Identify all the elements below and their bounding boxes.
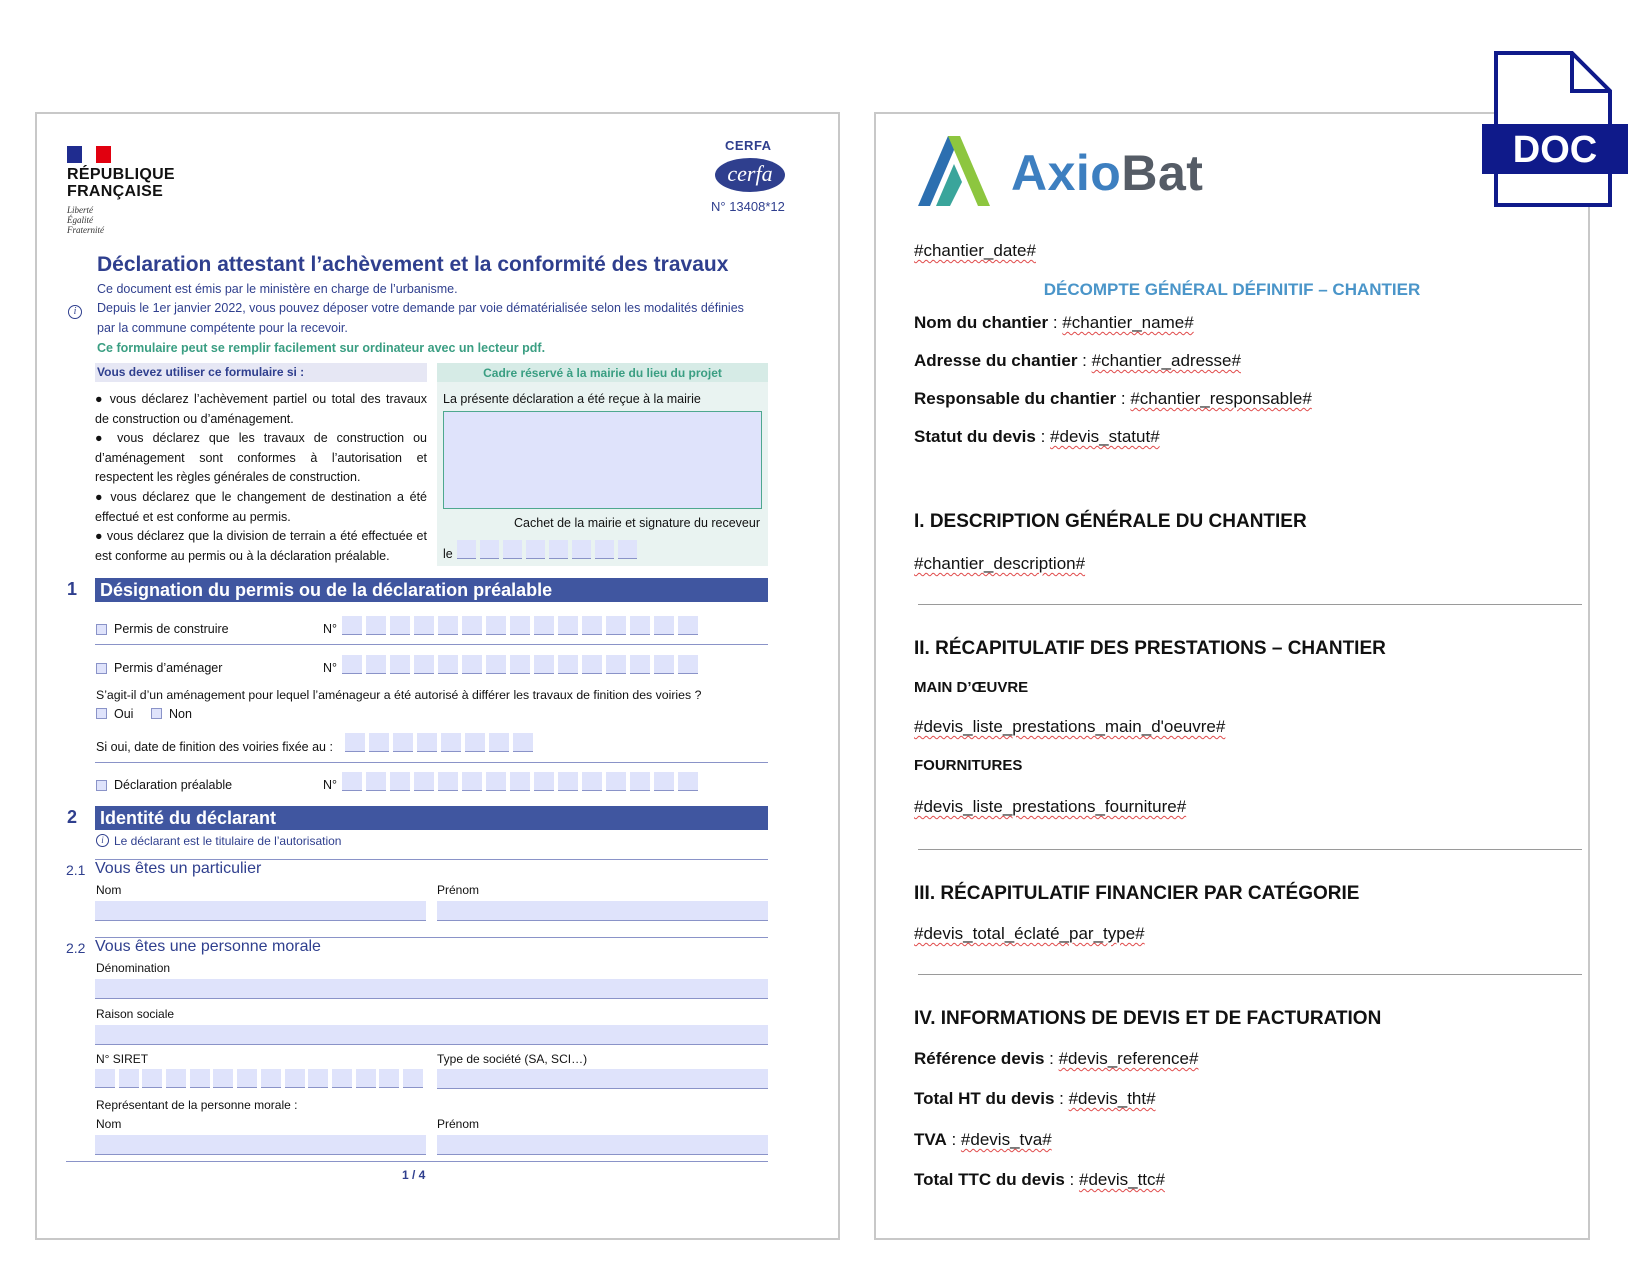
subsection-personne-morale: Vous êtes une personne morale: [95, 938, 321, 955]
divider: [918, 604, 1582, 605]
main-oeuvre-tag: #devis_liste_prestations_main_d'oeuvre#: [914, 717, 1226, 736]
statut-devis-line: Statut du devis : #devis_statut#: [914, 427, 1160, 446]
nom-label: Nom: [96, 1117, 122, 1131]
date-finition-label: Si oui, date de finition des voiries fixée au :: [96, 740, 333, 754]
prenom-label: Prénom: [437, 883, 480, 897]
nom-field[interactable]: [95, 901, 426, 921]
section-1-header: Désignation du permis ou de la déclaration préalable: [95, 578, 768, 602]
non-checkbox[interactable]: [151, 708, 162, 719]
cerfa-page: [35, 112, 840, 1240]
representant-nom-field[interactable]: [95, 1135, 426, 1155]
section-3-heading: III. RÉCAPITULATIF FINANCIER PAR CATÉGORIE: [914, 883, 1360, 904]
nom-chantier-line: Nom du chantier : #chantier_name#: [914, 313, 1194, 332]
usage-heading: Vous devez utiliser ce formulaire si :: [95, 363, 427, 382]
divider: [66, 1161, 768, 1162]
list-item: ● vous déclarez que le changement de destination a été effectué et est conforme au permis.: [95, 489, 428, 524]
fournitures-tag: #devis_liste_prestations_fourniture#: [914, 797, 1187, 816]
representant-prenom-field[interactable]: [437, 1135, 768, 1155]
list-item: ● vous déclarez que la division de terrain a été effectuée et est conforme au permis ou à la déclaration préalable.: [95, 529, 427, 563]
main-oeuvre-heading: MAIN D’ŒUVRE: [914, 679, 1029, 696]
intro-text: Depuis le 1er janvier 2022, vous pouvez déposer votre demande par voie dématérialisée selon les modalités définies: [97, 301, 744, 315]
document-title: DÉCOMPTE GÉNÉRAL DÉFINITIF – CHANTIER: [1043, 280, 1421, 299]
mairie-reserved-box: [437, 363, 768, 566]
info-icon: i: [96, 834, 109, 847]
list-item: ● vous déclarez l’achèvement partiel ou total des travaux de construction ou d’aménagement.: [95, 392, 427, 426]
cerfa-logo: cerfa: [715, 158, 785, 192]
chantier-date: #chantier_date#: [914, 241, 1036, 260]
oui-label: Oui: [114, 707, 134, 721]
total-ht-line: Total HT du devis : #devis_tht#: [914, 1089, 1156, 1108]
type-societe-field[interactable]: [437, 1069, 768, 1089]
permis-amenager-checkbox[interactable]: [96, 663, 107, 674]
intro-text: Ce document est émis par le ministère en charge de l’urbanisme.: [97, 282, 458, 296]
republic-motto: Liberté Égalité Fraternité: [67, 205, 104, 235]
mairie-received-label: La présente déclaration a été reçue à la mairie: [443, 392, 701, 406]
date-label: le: [443, 547, 453, 561]
axiobat-logo-icon: [912, 134, 992, 208]
permis-construire-checkbox[interactable]: [96, 624, 107, 635]
permis-construire-number-field[interactable]: [342, 616, 698, 635]
adresse-chantier-line: Adresse du chantier : #chantier_adresse#: [914, 351, 1241, 370]
denomination-field[interactable]: [95, 979, 768, 999]
oui-checkbox[interactable]: [96, 708, 107, 719]
reference-devis-line: Référence devis : #devis_reference#: [914, 1049, 1199, 1068]
section-1-heading: I. DESCRIPTION GÉNÉRALE DU CHANTIER: [914, 511, 1307, 532]
permis-amenager-label: Permis d’aménager: [114, 661, 223, 675]
date-finition-field[interactable]: [345, 733, 533, 752]
num-label: N°: [323, 622, 338, 636]
subsection-number: 2.2: [66, 940, 86, 956]
axiobat-document: [874, 112, 1590, 1240]
mairie-signature-label: Cachet de la mairie et signature du receveur: [514, 516, 760, 530]
fournitures-heading: FOURNITURES: [914, 757, 1023, 774]
total-eclate-tag: #devis_total_éclaté_par_type#: [914, 924, 1145, 943]
cerfa-number: N° 13408*12: [711, 199, 785, 214]
french-flag-icon: [67, 146, 111, 163]
tva-line: TVA : #devis_tva#: [914, 1130, 1052, 1149]
page-number: 1 / 4: [402, 1168, 426, 1182]
section-number: 1: [67, 579, 78, 599]
doc-badge-label: DOC: [1512, 129, 1598, 171]
doc-file-icon: [1480, 50, 1630, 208]
declaration-prealable-number-field[interactable]: [342, 772, 698, 791]
permis-amenager-number-field[interactable]: [342, 655, 698, 674]
denomination-label: Dénomination: [96, 961, 171, 975]
siret-label: N° SIRET: [96, 1052, 149, 1066]
representant-label: Représentant de la personne morale :: [96, 1098, 298, 1112]
form-title: Déclaration attestant l’achèvement et la conformité des travaux: [97, 253, 729, 276]
usage-list: [95, 390, 427, 566]
republique-francaise: RÉPUBLIQUE FRANÇAISE: [67, 166, 175, 200]
list-item: ● vous déclarez que les travaux de construction ou d’aménagement sont conformes à l’autorisation et respectent les règles générales de construction.: [95, 431, 427, 485]
axiobat-logo-text: AxioBat: [1011, 145, 1204, 201]
section-number: 2: [67, 807, 78, 827]
siret-field[interactable]: [95, 1069, 423, 1088]
responsable-chantier-line: Responsable du chantier : #chantier_responsable#: [914, 389, 1312, 408]
cerfa-label: CERFA: [725, 138, 772, 153]
raison-sociale-label: Raison sociale: [96, 1007, 175, 1021]
divider: [918, 974, 1582, 975]
nom-label: Nom: [96, 883, 122, 897]
permis-construire-label: Permis de construire: [114, 622, 229, 636]
info-icon: i: [68, 305, 82, 319]
section-2-heading: II. RÉCAPITULATIF DES PRESTATIONS – CHANTIER: [914, 638, 1386, 659]
prenom-label: Prénom: [437, 1117, 480, 1131]
section-4-heading: IV. INFORMATIONS DE DEVIS ET DE FACTURATION: [914, 1008, 1382, 1029]
mairie-stamp-field[interactable]: [443, 411, 762, 509]
num-label: N°: [323, 661, 338, 675]
voiries-question: S’agit-il d’un aménagement pour lequel l’aménageur a été autorisé à différer les travaux de finition des voiries ?: [96, 688, 702, 702]
prenom-field[interactable]: [437, 901, 768, 921]
intro-text: par la commune compétente pour la recevoir.: [97, 321, 348, 335]
divider: [95, 762, 768, 763]
type-societe-label: Type de société (SA, SCI…): [437, 1052, 588, 1066]
subsection-particulier: Vous êtes un particulier: [95, 860, 262, 877]
chantier-description: #chantier_description#: [914, 554, 1086, 573]
declaration-prealable-checkbox[interactable]: [96, 780, 107, 791]
declaration-prealable-label: Déclaration préalable: [114, 778, 233, 792]
num-label: N°: [323, 778, 338, 792]
fillable-notice: Ce formulaire peut se remplir facilement sur ordinateur avec un lecteur pdf.: [97, 341, 546, 355]
declarant-info: Le déclarant est le titulaire de l’autorisation: [114, 834, 342, 848]
mairie-date-field[interactable]: [457, 540, 637, 559]
total-ttc-line: Total TTC du devis : #devis_ttc#: [914, 1170, 1165, 1189]
section-2-header: Identité du déclarant: [95, 806, 768, 830]
mairie-heading: Cadre réservé à la mairie du lieu du projet: [437, 363, 768, 382]
divider: [95, 644, 768, 645]
divider: [918, 849, 1582, 850]
raison-sociale-field[interactable]: [95, 1025, 768, 1045]
subsection-number: 2.1: [66, 862, 86, 878]
non-label: Non: [169, 707, 192, 721]
